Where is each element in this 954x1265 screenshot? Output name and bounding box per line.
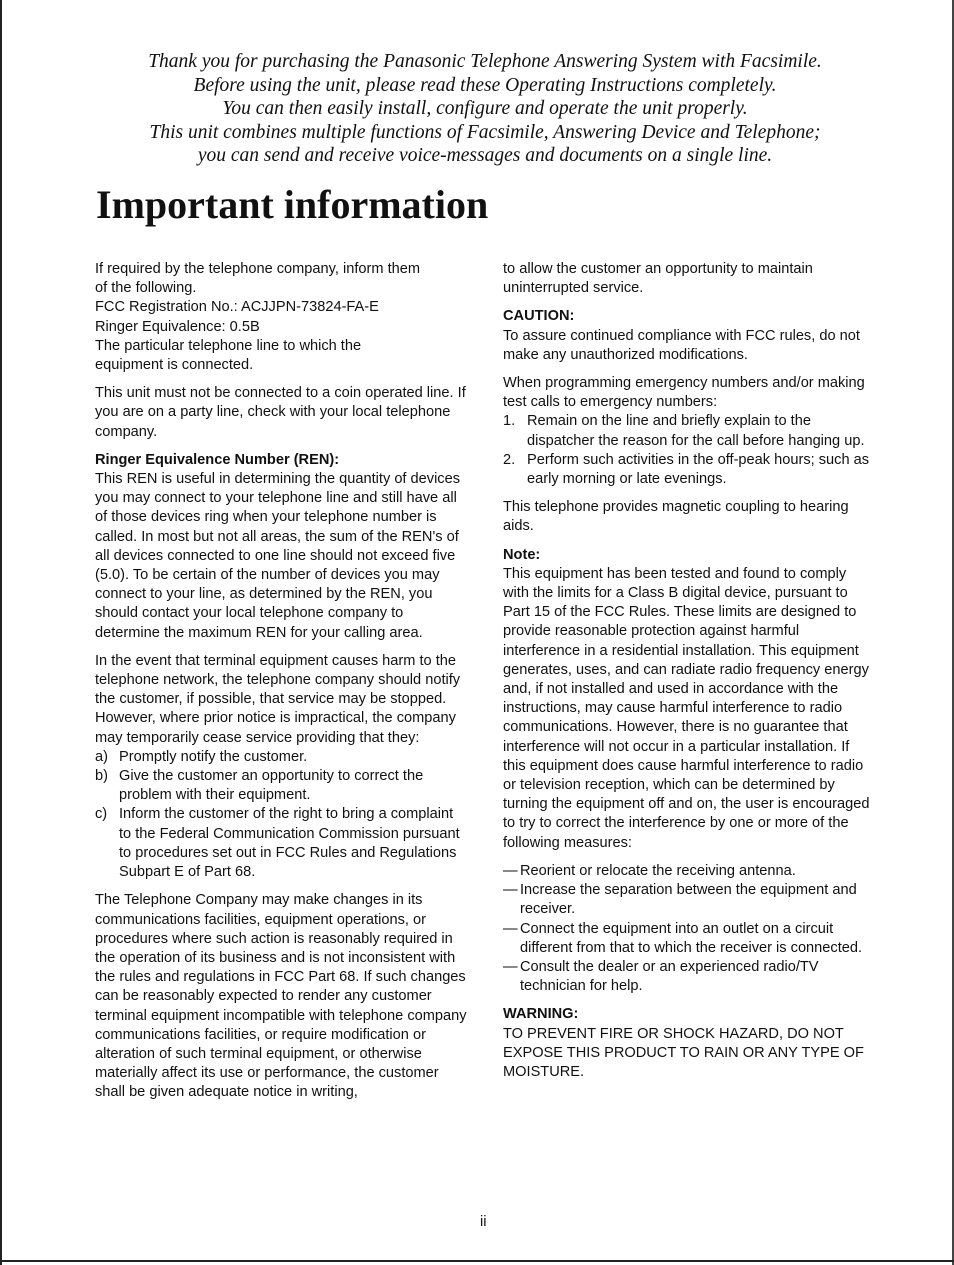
emergency-paragraph: When programming emergency numbers and/or making test calls to emergency numbers:	[503, 375, 865, 411]
list-item	[503, 451, 875, 489]
list-marker: b)	[95, 768, 108, 785]
list-item	[503, 920, 875, 958]
scan-edge-bottom	[0, 1260, 954, 1262]
ren-paragraph: This REN is useful in determining the quantity of devices you may connect to your telephone line and still have all of those devices ring when your telephone number is called. In most but not all areas, the sum of the REN's of all devices connected to one line should not exceed five (5.0). To be certain of the number of devices you may connect to your line, as determined by the REN, you should contact your local telephone company to determine the maximum REN for your calling area.	[95, 471, 461, 641]
harm-paragraph: In the event that terminal equipment causes harm to the telephone network, the telephone company should notify the customer, if possible, that service may be stopped. However, where prior notice is impractical, the company may temporarily cease service providing that they:	[95, 652, 461, 746]
fcc-registration-number: FCC Registration No.: ACJJPN-73824-FA-E	[95, 299, 379, 316]
company-obligations-list	[95, 748, 467, 882]
list-item	[503, 958, 875, 996]
registration-info	[95, 260, 467, 375]
list-marker: a)	[95, 748, 108, 765]
text-line: If required by the telephone company, inform them	[95, 261, 421, 277]
caution-paragraph: To assure continued compliance with FCC rules, do not make any unauthorized modifications.	[503, 327, 860, 363]
list-item-text: Give the customer an opportunity to correct the problem with their equipment.	[119, 768, 424, 804]
left-column	[95, 260, 467, 1112]
list-item	[503, 862, 875, 881]
intro-line: You can then easily install, configure and operate the unit properly.	[222, 98, 748, 119]
text-line: of the following.	[95, 280, 197, 297]
list-marker: c)	[95, 806, 108, 823]
intro-line: Thank you for purchasing the Panasonic Telephone Answering System with Facsimile.	[148, 51, 822, 72]
right-column	[503, 260, 875, 1091]
list-item-text: Consult the dealer or an experienced radio/TV technician for help.	[520, 958, 819, 995]
intro-line: This unit combines multiple functions of Facsimile, Answering Device and Telephone;	[149, 121, 821, 143]
warning-paragraph: TO PREVENT FIRE OR SHOCK HAZARD, DO NOT EXPOSE THIS PRODUCT TO RAIN OR ANY TYPE OF MOISTURE.	[503, 1025, 864, 1080]
page-title: Important information	[96, 182, 489, 227]
ren-heading: Ringer Equivalence Number (REN):	[95, 451, 340, 468]
page-number: ii	[480, 1214, 487, 1230]
list-item-text: Inform the customer of the right to bring a complaint to the Federal Communication Commission pursuant to procedures set out in FCC Rules and Regulations Subpart E of Part 68.	[119, 806, 460, 881]
interference-measures-list	[503, 862, 875, 996]
list-item	[95, 805, 467, 882]
text-line: equipment is connected.	[95, 357, 254, 374]
scan-edge-left	[0, 0, 2, 1265]
warning-heading: WARNING:	[503, 1006, 579, 1023]
list-marker: —	[503, 920, 518, 937]
list-marker: 1.	[503, 413, 516, 430]
list-item	[95, 767, 467, 805]
caution-heading: CAUTION:	[503, 308, 575, 325]
hearing-aid-paragraph: This telephone provides magnetic coupling to hearing aids.	[503, 499, 849, 535]
list-item-text: Increase the separation between the equipment and receiver.	[520, 882, 857, 918]
continuation-paragraph: to allow the customer an opportunity to maintain uninterrupted service.	[503, 261, 813, 297]
intro-line: Before using the unit, please read these Operating Instructions completely.	[193, 74, 777, 96]
ringer-equivalence: Ringer Equivalence: 0.5B	[95, 318, 260, 335]
list-marker: —	[503, 958, 518, 975]
list-item-text: Perform such activities in the off-peak hours; such as early morning or late evenings.	[527, 451, 870, 488]
list-item-text: Promptly notify the customer.	[119, 748, 308, 765]
emergency-steps-list	[503, 412, 875, 489]
list-item-text: Remain on the line and briefly explain to the dispatcher the reason for the call before hanging up.	[527, 413, 865, 449]
list-marker: 2.	[503, 451, 516, 468]
note-paragraph: This equipment has been tested and found to comply with the limits for a Class B digital device, pursuant to Part 15 of the FCC Rules. These limits are designed to provide reasonable protection against harmful interference in a residential installation. This equipment generates, uses, and can radiate radio frequency energy and, if not installed and used in accordance with the instructions, may cause harmful interference to radio communications. However, there is no guarantee that interference will not occur in a particular installation. If this equipment does cause harmful interference to radio or television reception, which can be determined by turning the equipment off and on, the user is encouraged to try to correct the interference by one or more of the following measures:	[503, 565, 870, 851]
list-marker: —	[503, 862, 518, 879]
list-marker: —	[503, 882, 518, 899]
intro-paragraph	[60, 50, 910, 168]
text-line: The particular telephone line to which the	[95, 337, 362, 354]
list-item	[503, 412, 875, 450]
list-item-text: Reorient or relocate the receiving antenna.	[520, 862, 796, 879]
coin-line-paragraph: This unit must not be connected to a coin operated line. If you are on a party line, check with your local telephone company.	[95, 385, 466, 440]
changes-paragraph: The Telephone Company may make changes in its communications facilities, equipment operations, or procedures where such action is reasonably required in the operation of its business and is not inconsistent with the rules and regulations in FCC Part 68. If such changes can be reasonably expected to render any customer terminal equipment incompatible with telephone company communications facilities, or require modification or alteration of such terminal equipment, or otherwise materially affect its use or performance, the customer shall be given adequate notice in writing,	[95, 892, 467, 1101]
intro-line: you can send and receive voice-messages and documents on a single line.	[197, 145, 773, 166]
note-heading: Note:	[503, 546, 541, 563]
list-item	[95, 748, 467, 767]
list-item-text: Connect the equipment into an outlet on a circuit different from that to which the receiver is connected.	[520, 920, 863, 956]
list-item	[503, 881, 875, 919]
